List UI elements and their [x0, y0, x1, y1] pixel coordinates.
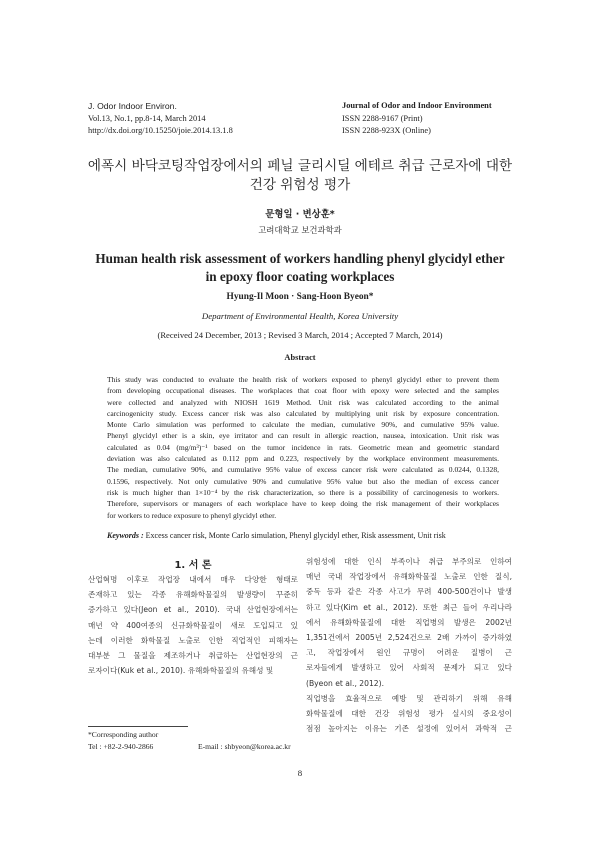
body-text-line: 존재하고 있는 각종 유해화학물질의 발생량이 꾸준히 — [88, 590, 298, 600]
body-text-line: 매년 국내 작업장에서 유해화학물질 노출로 인한 질식, — [306, 572, 512, 582]
keywords-text: Excess cancer risk, Monte Carlo simulation, Phenyl glycidyl ether, Risk assessment, Unit risk — [143, 531, 446, 540]
department: Department of Environmental Health, Korea University — [201, 311, 399, 321]
body-text-line: (Byeon et al., 2012). — [306, 678, 384, 688]
abstract-line: This study was conducted to evaluate the health risk of workers exposed to phenyl glycidyl ether to prevent them — [107, 375, 499, 384]
korean-title-line-2: 건강 위험성 평가 — [249, 177, 351, 193]
corresponding-author-note: *Corresponding author — [88, 730, 159, 739]
body-text-line: 매년 약 400여종의 신규화학물질이 새로 도입되고 있 — [88, 620, 298, 630]
body-text-line: 는데 이러한 화학물질 노출로 인한 직업적인 피해자는 — [88, 635, 298, 645]
body-text-line: 대부분 그 물질을 제조하거나 취급하는 산업현장의 근 — [88, 651, 298, 661]
footnote — [88, 729, 318, 752]
body-text-line: 위험성에 대한 인식 부족이나 취급 부주의로 인하여 — [306, 557, 512, 566]
korean-affiliation: 고려대학교 보건과학과 — [258, 225, 342, 235]
abstract-heading: Abstract — [284, 353, 316, 362]
english-authors: Hyung-Il Moon · Sang-Hoon Byeon* — [226, 292, 374, 302]
body-text-line: 점점 높아지는 이유는 기존 설정에 있어서 과학적 근 — [306, 724, 512, 734]
abstract-line: for workers to reduce exposure to phenyl glycidyl ether. — [107, 510, 277, 520]
section-heading-introduction: 1. 서 론 — [174, 560, 212, 571]
body-left-column — [88, 572, 298, 678]
korean-title-line-1: 에폭시 바닥코팅작업장에서의 페닐 글리시딜 에테르 취급 근로자에 대한 — [87, 158, 513, 174]
abstract-line: Monte Carlo simulation was performed to calculate the median, cumulative 90%, and cumulative 95% value. — [107, 420, 499, 430]
abstract-line: carcinogenicity study. Excess cancer risk was also calculated by multiplying unit risk by exposure concentration. — [107, 408, 499, 418]
telephone: Tel : +82-2-940-2866 — [88, 741, 154, 751]
doi-link[interactable]: http://dx.doi.org/10.15250/joie.2014.13.1.8 — [88, 126, 233, 136]
body-right-column — [306, 554, 512, 736]
body-text-line: 로자이다(Kuk et al., 2010). 유해화학물질의 유해성 및 — [88, 666, 274, 676]
body-text-line: 중독 등과 같은 각종 사고가 무려 400-500건이나 발생 — [306, 587, 512, 597]
keywords — [107, 530, 499, 541]
abstract-line: deviation was also calculated as 0.112 ppm and 0.223, respectively by the workplace environment measurements. — [107, 454, 499, 464]
abstract-line: from developing occupational diseases. The workplaces that coat floor with epoxy were selected and the samples — [107, 386, 499, 396]
journal-header-left — [88, 100, 233, 138]
footnote-divider — [88, 726, 188, 727]
abstract-body — [107, 374, 499, 521]
korean-title — [40, 157, 560, 195]
english-title-line-1: Human health risk assessment of workers handling phenyl glycidyl ether — [95, 251, 505, 266]
abstract-line: 0.1596, respectively. Not only cumulative 90% and cumulative 95% value but also the median of excess cancer — [107, 476, 499, 486]
abstract-line: Phenyl glycidyl ether is a skin, eye irritator and can result in allergic reaction, nausea, intoxication. Unit risk was — [107, 431, 499, 441]
received-dates: (Received 24 December, 2013 ; Revised 3 March, 2014 ; Accepted 7 March, 2014) — [157, 330, 443, 340]
body-text-line: 고, 작업장에서 원인 규명이 어려운 질병이 근 — [306, 648, 512, 658]
page-number: 8 — [297, 768, 303, 778]
abstract-line: risk is much higher than 1×10⁻⁴ by the risk characterization, so there is a possibility of carcinogenesis to workers. — [107, 487, 499, 497]
issn-online: ISSN 2288-923X (Online) — [342, 126, 431, 136]
email: E-mail : shbyeon@korea.ac.kr — [198, 741, 291, 751]
korean-authors: 문형일 · 변상훈* — [265, 209, 335, 220]
body-text-line: 직업병을 효율적으로 예방 및 관리하기 위해 유해 — [306, 693, 512, 703]
journal-header-right — [342, 100, 514, 138]
abstract-line: The median, cumulative 90%, and cumulative 95% value of excess cancer risk were calculated as 0.0244, 0.1328, — [107, 465, 499, 475]
journal-name: Journal of Odor and Indoor Environment — [342, 101, 492, 110]
body-text-line: 증가하고 있다(Jeon et al., 2010). 국내 산업현장에서는 — [88, 605, 298, 615]
body-text-line: 에서 유해화학물질에 대한 직업병의 발생은 2002년 — [306, 617, 512, 627]
issn-print: ISSN 2288-9167 (Print) — [342, 113, 423, 123]
body-text-line: 하고 있다(Kim et al., 2012). 또한 최근 들어 우리나라 — [306, 602, 512, 612]
abstract-line: calculated as 0.04 (mg/m³)⁻¹ based on the tumor incidence in rats. Geometric mean and geometric standard — [107, 442, 499, 452]
journal-abbrev: J. Odor Indoor Environ. — [88, 101, 177, 111]
keywords-label: Keywords : — [107, 531, 144, 540]
body-text-line: 1,351건에서 2005년 2,524건으로 2배 가까이 증가하였 — [306, 633, 512, 643]
abstract-line: were collected and analyzed with NIOSH 1619 Method. Unit risk was calculated according to the animal — [107, 397, 499, 407]
english-title — [60, 250, 540, 287]
english-title-line-2: in epoxy floor coating workplaces — [205, 269, 395, 285]
body-text-line: 화학물질에 대한 건강 위험성 평가 실시의 중요성이 — [306, 709, 512, 719]
body-text-line: 산업혁명 이후로 작업장 내에서 매우 다양한 형태로 — [88, 575, 298, 584]
volume-info: Vol.13, No.1, pp.8-14, March 2014 — [88, 113, 206, 123]
abstract-line: Therefore, supervisors or managers of each workplace have to keep doing the risk management of their workplaces — [107, 499, 499, 509]
body-text-line: 로자들에게 발생하고 있어 사회적 문제가 되고 있다 — [306, 663, 512, 673]
